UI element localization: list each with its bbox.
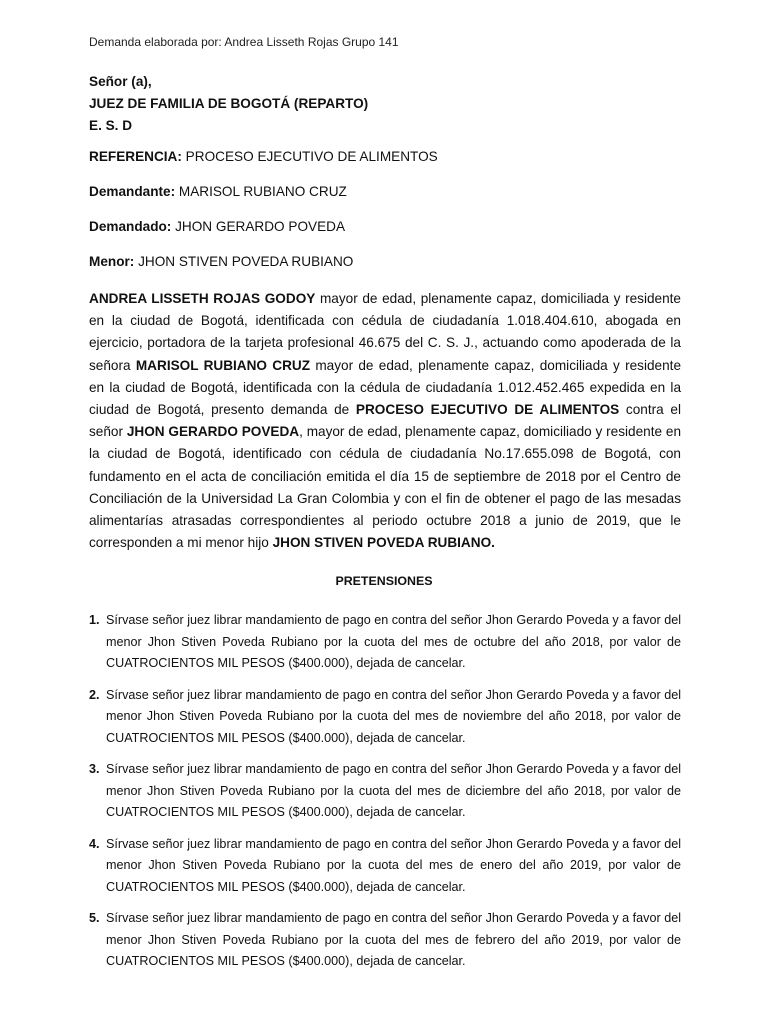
header-note: Demanda elaborada por: Andrea Lisseth Rojas Grupo 141 bbox=[89, 35, 399, 49]
claims-list bbox=[89, 610, 681, 973]
body-text-2: mayor de edad, plenamente capaz, domiciliada y residente en la ciudad de Bogotá, identificada con la cédula de ciudadanía 1.012.452.465 expedida en la ciudad de Bogotá, presento demanda de bbox=[89, 357, 682, 418]
list-item bbox=[89, 759, 681, 824]
field-demandado bbox=[89, 218, 345, 236]
claim-number: 2. bbox=[89, 687, 100, 702]
addressee-block bbox=[89, 71, 368, 137]
field-demandado-value: JHON GERARDO POVEDA bbox=[171, 219, 346, 234]
process-name: PROCESO EJECUTIVO DE ALIMENTOS bbox=[355, 402, 620, 418]
client-name: MARISOL RUBIANO CRUZ bbox=[135, 357, 311, 373]
addressee-court: JUEZ DE FAMILIA DE BOGOTÁ (REPARTO) bbox=[89, 96, 369, 111]
section-title-pretensiones: PRETENSIONES bbox=[335, 574, 433, 588]
claim-number: 5. bbox=[89, 911, 100, 925]
field-referencia-label: REFERENCIA: bbox=[89, 149, 182, 164]
claim-text: Sírvase señor juez librar mandamiento de pago en contra del señor Jhon Gerardo Poveda y a favor del menor Jhon Stiven Poveda Rubiano por la cuota del mes de octubre del año 2018, por valor de CUATROCIENTOS MIL PESOS ($400.000), dejada de cancelar. bbox=[106, 613, 681, 670]
claim-number: 4. bbox=[89, 836, 100, 851]
body-text-1: mayor de edad, plenamente capaz, domiciliada y residente en la ciudad de Bogotá, identificada con cédula de ciudadanía 1.018.404.610, abogada en ejercicio, portadora de la tarjeta profesional 46.675 del C. S. J., actuando como apoderada de la señora bbox=[89, 291, 681, 373]
field-demandante bbox=[89, 183, 347, 201]
claim-number: 1. bbox=[89, 613, 100, 627]
claim-text: Sírvase señor juez librar mandamiento de pago en contra del señor Jhon Gerardo Poveda y a favor del menor Jhon Stiven Poveda Rubiano por la cuota del mes de enero del año 2019, por valor de CUATROCIENTOS MIL PESOS ($400.000), dejada de cancelar. bbox=[106, 836, 681, 894]
attorney-name: ANDREA LISSETH ROJAS GODOY bbox=[89, 291, 316, 306]
field-menor bbox=[89, 253, 353, 271]
claim-text: Sírvase señor juez librar mandamiento de pago en contra del señor Jhon Gerardo Poveda y a favor del menor Jhon Stiven Poveda Rubiano por la cuota del mes de noviembre del año 2018, por valor de CUATROCIENTOS MIL PESOS ($400.000), dejada de cancelar. bbox=[106, 687, 681, 745]
addressee-salutation: Señor (a), bbox=[89, 74, 152, 89]
claim-text: Sírvase señor juez librar mandamiento de pago en contra del señor Jhon Gerardo Poveda y a favor del menor Jhon Stiven Poveda Rubiano por la cuota del mes de diciembre del año 2018, por valor de CUATROCIENTOS MIL PESOS ($400.000), dejada de cancelar. bbox=[106, 762, 681, 819]
field-referencia-value: PROCESO EJECUTIVO DE ALIMENTOS bbox=[181, 149, 438, 164]
list-item bbox=[89, 685, 681, 750]
body-text-3: contra el señor bbox=[89, 402, 681, 440]
field-demandante-label: Demandante: bbox=[89, 184, 176, 199]
minor-name: JHON STIVEN POVEDA RUBIANO. bbox=[272, 535, 495, 551]
list-item bbox=[89, 610, 681, 675]
body-paragraph bbox=[89, 288, 681, 554]
claim-text: Sírvase señor juez librar mandamiento de pago en contra del señor Jhon Gerardo Poveda y a favor del menor Jhon Stiven Poveda Rubiano por la cuota del mes de febrero del año 2019, por valor de CUATROCIENTOS MIL PESOS ($400.000), dejada de cancelar. bbox=[106, 911, 681, 968]
list-item bbox=[89, 834, 681, 899]
field-menor-value: JHON STIVEN POVEDA RUBIANO bbox=[134, 254, 354, 269]
field-demandante-value: MARISOL RUBIANO CRUZ bbox=[175, 184, 347, 199]
field-menor-label: Menor: bbox=[89, 254, 135, 269]
defendant-name: JHON GERARDO POVEDA bbox=[126, 424, 300, 440]
addressee-esd: E. S. D bbox=[89, 118, 133, 133]
field-referencia bbox=[89, 148, 438, 166]
field-demandado-label: Demandado: bbox=[89, 219, 172, 234]
list-item bbox=[89, 908, 681, 973]
claim-number: 3. bbox=[89, 762, 100, 776]
body-text-4: , mayor de edad, plenamente capaz, domiciliado y residente en la ciudad de Bogotá, identificado con cédula de ciudadanía No.17.655.098 de Bogotá, con fundamento en el acta de conciliación emitida el día 15 de septiembre de 2018 por el Centro de Conciliación de la Universidad La Gran Colombia y con el fin de obtener el pago de las mesadas alimentarías atrasadas correspondientes al periodo octubre 2018 a junio de 2019, que le corresponden a mi menor hijo bbox=[89, 424, 682, 551]
